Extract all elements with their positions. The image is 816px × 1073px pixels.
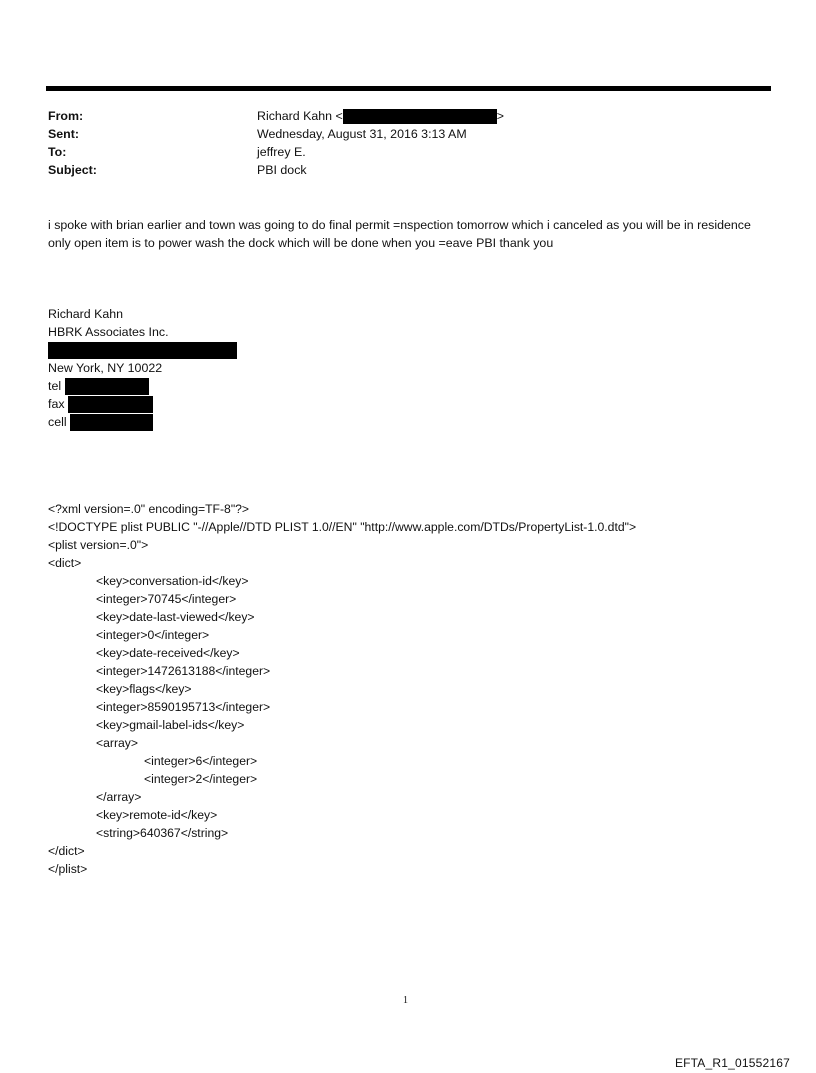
redacted-address [48, 342, 237, 359]
signature-tel [48, 377, 237, 395]
xml-line: <integer>6</integer> [144, 754, 258, 768]
signature-company: HBRK Associates Inc. [48, 325, 169, 339]
xml-line: <key>gmail-label-ids</key> [96, 718, 245, 732]
fax-label: fax [48, 397, 65, 411]
xml-line: <array> [96, 736, 139, 750]
xml-line: <integer>70745</integer> [96, 592, 237, 606]
xml-line: <key>date-last-viewed</key> [96, 610, 255, 624]
email-header [48, 107, 504, 179]
xml-line: <!DOCTYPE plist PUBLIC "-//Apple//DTD PLIST 1.0//EN" "http://www.apple.com/DTDs/PropertyList-1.0.dtd"> [48, 520, 637, 534]
signature-block [48, 305, 237, 431]
from-value [257, 107, 504, 125]
from-name: Richard Kahn < [257, 109, 343, 123]
xml-line: <string>640367</string> [96, 826, 229, 840]
subject-value: PBI dock [257, 163, 307, 177]
xml-line: <dict> [48, 556, 82, 570]
sent-row [48, 125, 504, 143]
from-close: > [496, 109, 505, 123]
signature-fax [48, 395, 237, 413]
from-label: From: [48, 109, 84, 123]
page-number: 1 [403, 995, 408, 1006]
xml-line: </array> [96, 790, 142, 804]
xml-line: <integer>2</integer> [144, 772, 258, 786]
signature-city: New York, NY 10022 [48, 361, 163, 375]
xml-line: <plist version=.0"> [48, 538, 149, 552]
xml-line: <integer>8590195713</integer> [96, 700, 271, 714]
subject-row [48, 161, 504, 179]
signature-name: Richard Kahn [48, 307, 124, 321]
message-body: i spoke with brian earlier and town was going to do final permit =nspection tomorrow which i canceled as you will be in residence only open item is to power wash the dock which will be done when you =eave PBI thank you [48, 218, 751, 250]
redacted-email [343, 109, 497, 124]
xml-line: <key>conversation-id</key> [96, 574, 249, 588]
xml-line: <key>flags</key> [96, 682, 192, 696]
plist-xml-block [48, 500, 636, 878]
sent-label: Sent: [48, 127, 79, 141]
to-row [48, 143, 504, 161]
sent-value: Wednesday, August 31, 2016 3:13 AM [257, 127, 467, 141]
xml-line: <?xml version=.0" encoding=TF-8"?> [48, 502, 250, 516]
xml-line: <key>remote-id</key> [96, 808, 218, 822]
signature-cell [48, 413, 237, 431]
xml-line: <integer>1472613188</integer> [96, 664, 271, 678]
redacted-fax [68, 396, 153, 413]
from-row [48, 107, 504, 125]
tel-label: tel [48, 379, 62, 393]
header-rule [46, 86, 771, 91]
xml-line: </plist> [48, 862, 88, 876]
xml-line: <integer>0</integer> [96, 628, 210, 642]
redacted-tel [65, 378, 149, 395]
xml-line: </dict> [48, 844, 85, 858]
signature-address-redacted [48, 341, 237, 359]
subject-label: Subject: [48, 163, 97, 177]
document-id: EFTA_R1_01552167 [674, 1056, 790, 1070]
cell-label: cell [48, 415, 67, 429]
xml-line: <key>date-received</key> [96, 646, 240, 660]
redacted-cell [70, 414, 153, 431]
to-value: jeffrey E. [257, 145, 306, 159]
to-label: To: [48, 145, 67, 159]
